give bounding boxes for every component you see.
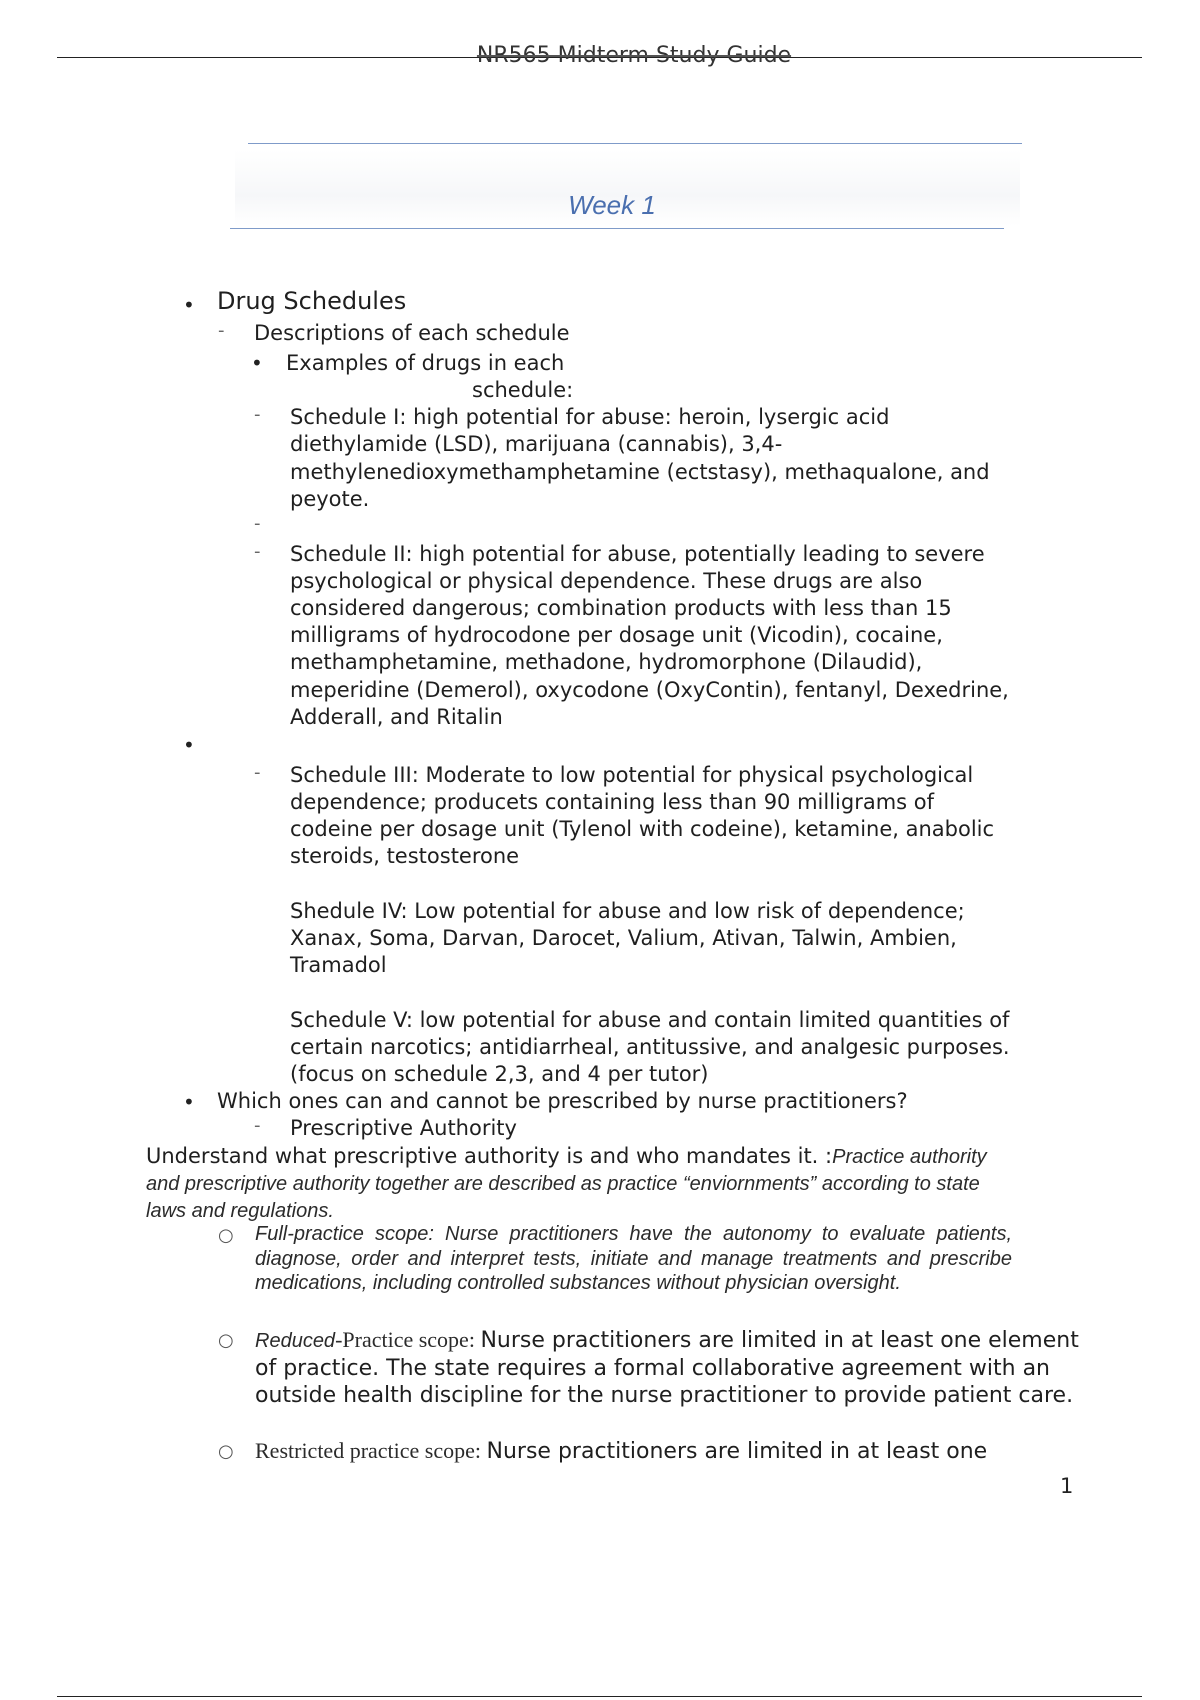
schedule-1-line: methylenedioxymethamphetamine (ectstasy), methaqualone, and bbox=[290, 460, 990, 484]
schedule-1-line: Schedule I: high potential for abuse: heroin, lysergic acid bbox=[290, 405, 890, 429]
drug-schedules-heading: Drug Schedules bbox=[217, 287, 407, 315]
dash-marker: - bbox=[254, 541, 261, 562]
week-rule-bottom bbox=[230, 228, 1004, 229]
schedule-5-line: certain narcotics; antidiarrheal, antitussive, and analgesic purposes. bbox=[290, 1035, 1010, 1059]
dash-marker: - bbox=[254, 1115, 261, 1136]
schedule-3-line: codeine per dosage unit (Tylenol with codeine), ketamine, anabolic bbox=[290, 817, 995, 841]
dash-marker: - bbox=[254, 513, 261, 534]
schedule-2-line: Schedule II: high potential for abuse, potentially leading to severe bbox=[290, 542, 985, 566]
schedule-1-line: diethylamide (LSD), marijuana (cannabis), 3,4- bbox=[290, 432, 783, 456]
understand-lead: Understand what prescriptive authority is and who mandates it. : bbox=[146, 1144, 833, 1168]
circle-marker: ○ bbox=[218, 1225, 234, 1246]
understand-italic: Practice authority and prescriptive authority together are described as practice “enviornments” according to state laws and regulations. bbox=[146, 1146, 987, 1222]
reduced-text: Nurse practitioners are limited in at least one element of practice. The state requires a formal collaborative agreement with an outside health discipline for the nurse practitioner to provide patient care. bbox=[255, 1328, 1079, 1408]
schedule-2-line: methamphetamine, methadone, hydromorphone (Dilaudid), bbox=[290, 650, 923, 674]
examples-item-line2: schedule: bbox=[472, 378, 574, 402]
footer-rule bbox=[57, 1696, 1142, 1697]
schedule-2-line: psychological or physical dependence. These drugs are also bbox=[290, 569, 923, 593]
schedule-2-line: considered dangerous; combination products with less than 15 bbox=[290, 596, 952, 620]
page-number: 1 bbox=[1060, 1474, 1074, 1498]
week-heading: Week 1 bbox=[568, 190, 656, 220]
restricted-label: Restricted practice scope: bbox=[255, 1438, 487, 1463]
understand-paragraph bbox=[146, 1143, 1016, 1224]
descriptions-item: Descriptions of each schedule bbox=[254, 321, 570, 345]
bullet-marker: • bbox=[183, 1090, 195, 1114]
circle-marker: ○ bbox=[218, 1441, 234, 1462]
schedule-1-line: peyote. bbox=[290, 487, 370, 511]
schedule-4-line: Shedule IV: Low potential for abuse and low risk of dependence; bbox=[290, 899, 965, 923]
reduced-label: -Practice scope: bbox=[335, 1327, 481, 1352]
dash-marker: - bbox=[254, 404, 261, 425]
schedule-5-line: (focus on schedule 2,3, and 4 per tutor) bbox=[290, 1062, 709, 1086]
schedule-4-line: Xanax, Soma, Darvan, Darocet, Valium, Ativan, Talwin, Ambien, bbox=[290, 926, 957, 950]
reduced-practice-scope bbox=[255, 1326, 1085, 1409]
dash-marker: - bbox=[254, 762, 261, 783]
bullet-marker: • bbox=[183, 293, 195, 317]
circle-marker: ○ bbox=[218, 1330, 234, 1351]
full-practice-scope: Full-practice scope: Nurse practitioners have the autonomy to evaluate patients, diagnose, order and interpret tests, initiate and manage treatments and prescribe medications, including controlled substances without physician oversight. bbox=[255, 1223, 1012, 1294]
schedule-3-line: dependence; producets containing less than 90 milligrams of bbox=[290, 790, 935, 814]
bullet-marker: • bbox=[251, 351, 263, 375]
examples-item-line1: Examples of drugs in each bbox=[286, 351, 565, 375]
schedule-3-line: Schedule III: Moderate to low potential for physical psychological bbox=[290, 763, 974, 787]
restricted-text: Nurse practitioners are limited in at least one bbox=[486, 1439, 988, 1464]
schedule-2-line: milligrams of hydrocodone per dosage unit (Vicodin), cocaine, bbox=[290, 623, 943, 647]
document-header-title: NR565 Midterm Study Guide bbox=[476, 43, 792, 68]
schedule-4-line: Tramadol bbox=[290, 953, 387, 977]
restricted-practice-scope bbox=[255, 1437, 1085, 1465]
week-rule-top bbox=[248, 143, 1022, 144]
bullet-marker: • bbox=[183, 733, 195, 757]
schedule-3-line: steroids, testosterone bbox=[290, 844, 520, 868]
schedule-5-line: Schedule V: low potential for abuse and contain limited quantities of bbox=[290, 1008, 1010, 1032]
prescriptive-authority-item: Prescriptive Authority bbox=[290, 1116, 517, 1140]
reduced-italic: Reduced bbox=[255, 1330, 336, 1352]
dash-marker: - bbox=[218, 320, 225, 341]
np-question: Which ones can and cannot be prescribed by nurse practitioners? bbox=[217, 1089, 908, 1113]
schedule-2-line: Adderall, and Ritalin bbox=[290, 705, 503, 729]
schedule-2-line: meperidine (Demerol), oxycodone (OxyContin), fentanyl, Dexedrine, bbox=[290, 678, 1009, 702]
